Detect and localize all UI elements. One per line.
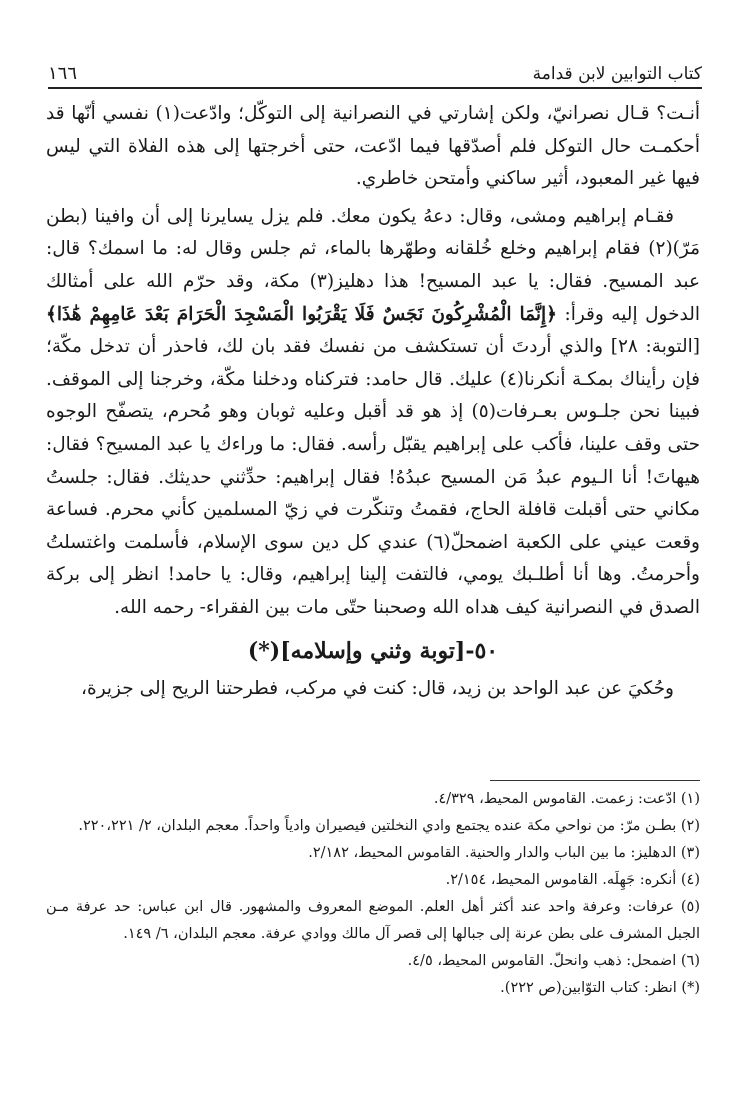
- paragraph-3: وحُكيَ عن عبد الواحد بن زيد، قال: كنت في مركب، فطرحتنا الريح إلى جزيرة،: [81, 678, 674, 700]
- page-header: [48, 50, 702, 89]
- footnote: (٣) الدهليز: ما بين الباب والدار والحنية. القاموس المحيط، ٢/١٨٢.: [308, 845, 700, 861]
- footnote: (٥) عرفات: وعرفة واحد عند أكثر أهل العلم. الموضع المعروف والمشهور. قال ابن عباس: حد عرفة مـن الجبل المشرف على بطن عرنة إلى جبالها إلى قصر آل مالك ووادي عرفة. معجم البلدان، ٦/ ١٤٩.: [46, 899, 700, 942]
- paragraph-2: [46, 201, 700, 625]
- book-title: كتاب التوابين لابن قدامة: [532, 64, 702, 84]
- footnotes: [46, 780, 700, 1002]
- paragraph-1: أنـت؟ قـال نصرانيّ، ولكن إشارتي في النصرانية إلى التوكّل؛ وادّعت(١) نفسي أنّها قد أحكمـت حال التوكل فلم أصدّقها فيما ادّعت، حتى أخرجتها إلى هذه الفلاة التي ليس فيها غير المعبود، أثير ساكني وأمتحن خاطري.: [46, 103, 700, 190]
- footnote-divider: [490, 780, 700, 781]
- footnote: (٤) أنكره: جَهِلَه. القاموس المحيط، ٢/١٥٤.: [445, 872, 700, 888]
- page-number: ١٦٦: [48, 63, 78, 84]
- footnote: (٢) بطـن مرّ: من نواحي مكة عنده يجتمع وادي النخلتين فيصيران وادياً واحداً. معجم البلدان، ٢/ ٢٢٠،٢٢١.: [78, 818, 700, 834]
- paragraph-2-part-b: [التوبة: ٢٨] والذي أردتَ أن تستكشف من نفسك فقد بان لك، فاحذر أن تدخل مكّة؛ فإن رأيناك بمكـة أنكرنا(٤) عليك. قال حامد: فتركناه ودخلنا مكّة، وخرجنا إلى الموقف. فبينا نحن جلـوس بعـرفات(٥) إذ هو قد أقبل وعليه ثوبان وهو مُحرم، يتصفّح الوجوه حتى وقف علينا، فأكب على إبراهيم يقبّل رأسه. فقال: ما وراءك يا عبد المسيح؟ فقال: هيهاتَ! أنا الـيوم عبدُ مَن المسيح عبدُهُ! فقال إبراهيم: حدِّثني حديثك. فقال: جلستُ مكاني حتى أقبلت قافلة الحاج، فقمتُ وتنكّرت في زيّ المسلمين كأني محرم. فساعة وقعت عيني على الكعبة اضمحلّ(٦) عندي كل دين سوى الإسلام، فأسلمت واغتسلتُ وأحرمتُ. وها أنا أطلـبك يومي، فالتفت إلينا إبراهيم، وقال: يا حامد! انظر إلى بركة الصدق في النصرانية كيف هداه الله وصحبنا حتّى مات بين الفقراء- رحمه الله.: [46, 336, 700, 618]
- paragraph-2-part-a: فقـام إبراهيم ومشى، وقال: دعهُ يكون معك. فلم يزل يسايرنا إلى أن وافينا (بطن مَرّ)(٢) فقام إبراهيم وخلع خُلقانه وطهّرها بالماء، ثم جلس وقال له: ما اسمك؟ قال: عبد المسيح. فقال: يا عبد المسيح! هذا دهليز(٣) مكة، وقد حرّم الله على أمثالك الدخول إليه وقرأ:: [46, 205, 700, 325]
- footnote: (١) ادّعت: زعمت. القاموس المحيط، ٤/٣٢٩.: [433, 791, 700, 807]
- section-heading: ٥٠-[توبة وثني وإسلامه](*): [247, 637, 499, 664]
- footnote: (*) انظر: كتاب التوّابين(ص ٢٢٢).: [500, 980, 700, 996]
- main-text: [46, 98, 700, 711]
- quran-verse: ﴿إِنَّمَا الْمُشْرِكُونَ نَجَسٌ فَلَا يَقْرَبُوا الْمَسْجِدَ الْحَرَامَ بَعْدَ عَامِهِمْ هَٰذَا﴾: [46, 303, 557, 325]
- footnote: (٦) اضمحل: ذهب وانحلّ. القاموس المحيط، ٤/٥.: [407, 953, 700, 969]
